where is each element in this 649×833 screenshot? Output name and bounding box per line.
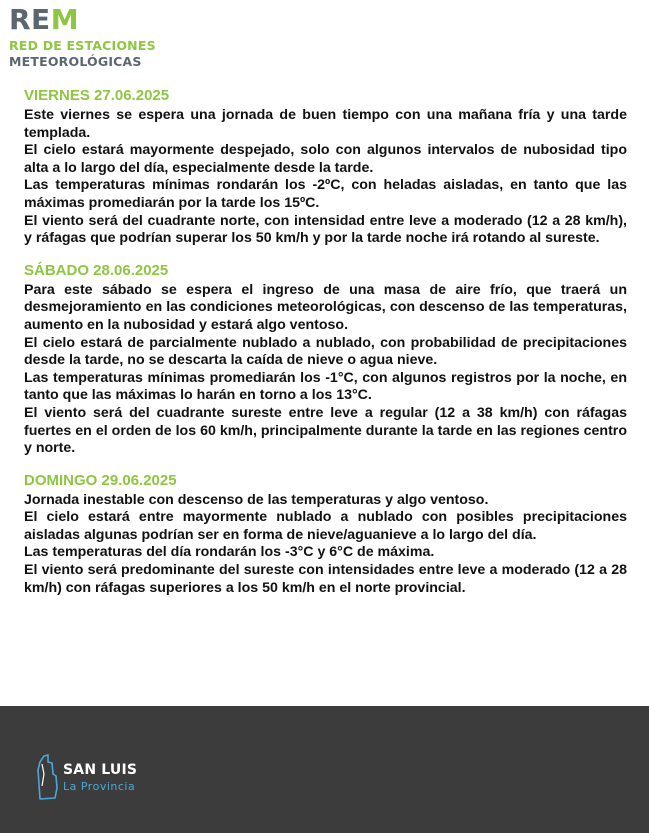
day-title: SÁBADO 28.06.2025 bbox=[24, 261, 169, 279]
province-map-icon bbox=[36, 754, 60, 800]
rem-logo bbox=[9, 3, 156, 69]
forecast-day-friday bbox=[24, 87, 627, 248]
forecast-paragraph: Las temperaturas mínimas promediarán los -1°C, con algunos registros por la noche, en tanto que las máximas lo harán en torno a los 13°C. bbox=[24, 369, 627, 404]
forecast-paragraph: El viento será predominante del sureste con intensidades entre leve a moderado (12 a 28 km/h) con ráfagas superiores a los 50 km/h en el norte provincial. bbox=[24, 562, 627, 596]
forecast-paragraph: Para este sábado se espera el ingreso de una masa de aire frío, que traerá un desmejoramiento en las condiciones meteorológicas, con descenso de las temperaturas, aumento en la nubosidad y estará algo ventoso. bbox=[24, 281, 627, 333]
forecast-paragraph: El viento será del cuadrante norte, con intensidad entre leve a moderado (12 a 28 km/h), y ráfagas que podrían superar los 50 km/h y por la tarde noche irá rotando al sureste. bbox=[24, 212, 627, 247]
logo-line-1: RED DE ESTACIONES bbox=[9, 38, 156, 53]
forecast-paragraph: Las temperaturas del día rondarán los -3°C y 6°C de máxima. bbox=[24, 544, 435, 561]
logo-line-2: METEOROLÓGICAS bbox=[9, 54, 142, 69]
logo-rem-prefix: RE bbox=[9, 3, 51, 36]
forecast-paragraph: Las temperaturas mínimas rondarán los -2ºC, con heladas aisladas, en tanto que las máximas promediarán por la tarde los 15ºC. bbox=[24, 177, 627, 211]
logo-rem-wordmark bbox=[9, 3, 156, 36]
forecast-paragraph: Jornada inestable con descenso de las temperaturas y algo ventoso. bbox=[24, 491, 489, 508]
forecast-paragraph: El viento será del cuadrante sureste entre leve a regular (12 a 38 km/h) con ráfagas fuertes en el orden de los 60 km/h, principalmente durante la tarde en las regiones centro y norte. bbox=[24, 404, 627, 457]
san-luis-logo bbox=[36, 752, 156, 802]
forecast-paragraph: El cielo estará mayormente despejado, solo con algunos intervalos de nubosidad tipo alta a lo largo del día, especialmente desde la tarde. bbox=[24, 142, 627, 176]
logo-rem-suffix: M bbox=[50, 3, 80, 36]
day-title: VIERNES 27.06.2025 bbox=[24, 87, 170, 104]
san-luis-subtitle: La Provincia bbox=[63, 780, 136, 793]
forecast-paragraph: El cielo estará entre mayormente nublado a nublado con posibles precipitaciones aisladas algunas podrían ser en forma de nieve/aguanieve a lo largo del día. bbox=[24, 509, 627, 543]
san-luis-name: SAN LUIS bbox=[63, 762, 138, 778]
footer-bar bbox=[0, 706, 649, 833]
forecast-content bbox=[24, 87, 627, 611]
forecast-paragraph: El cielo estará de parcialmente nublado a nublado, con probabilidad de precipitaciones desde la tarde, no se descarta la caída de nieve o agua nieve. bbox=[24, 334, 627, 369]
forecast-day-sunday bbox=[24, 472, 627, 598]
day-title: DOMINGO 29.06.2025 bbox=[24, 471, 177, 489]
forecast-day-saturday bbox=[24, 262, 627, 458]
forecast-paragraph: Este viernes se espera una jornada de buen tiempo con una mañana fría y una tarde templada. bbox=[24, 107, 627, 141]
